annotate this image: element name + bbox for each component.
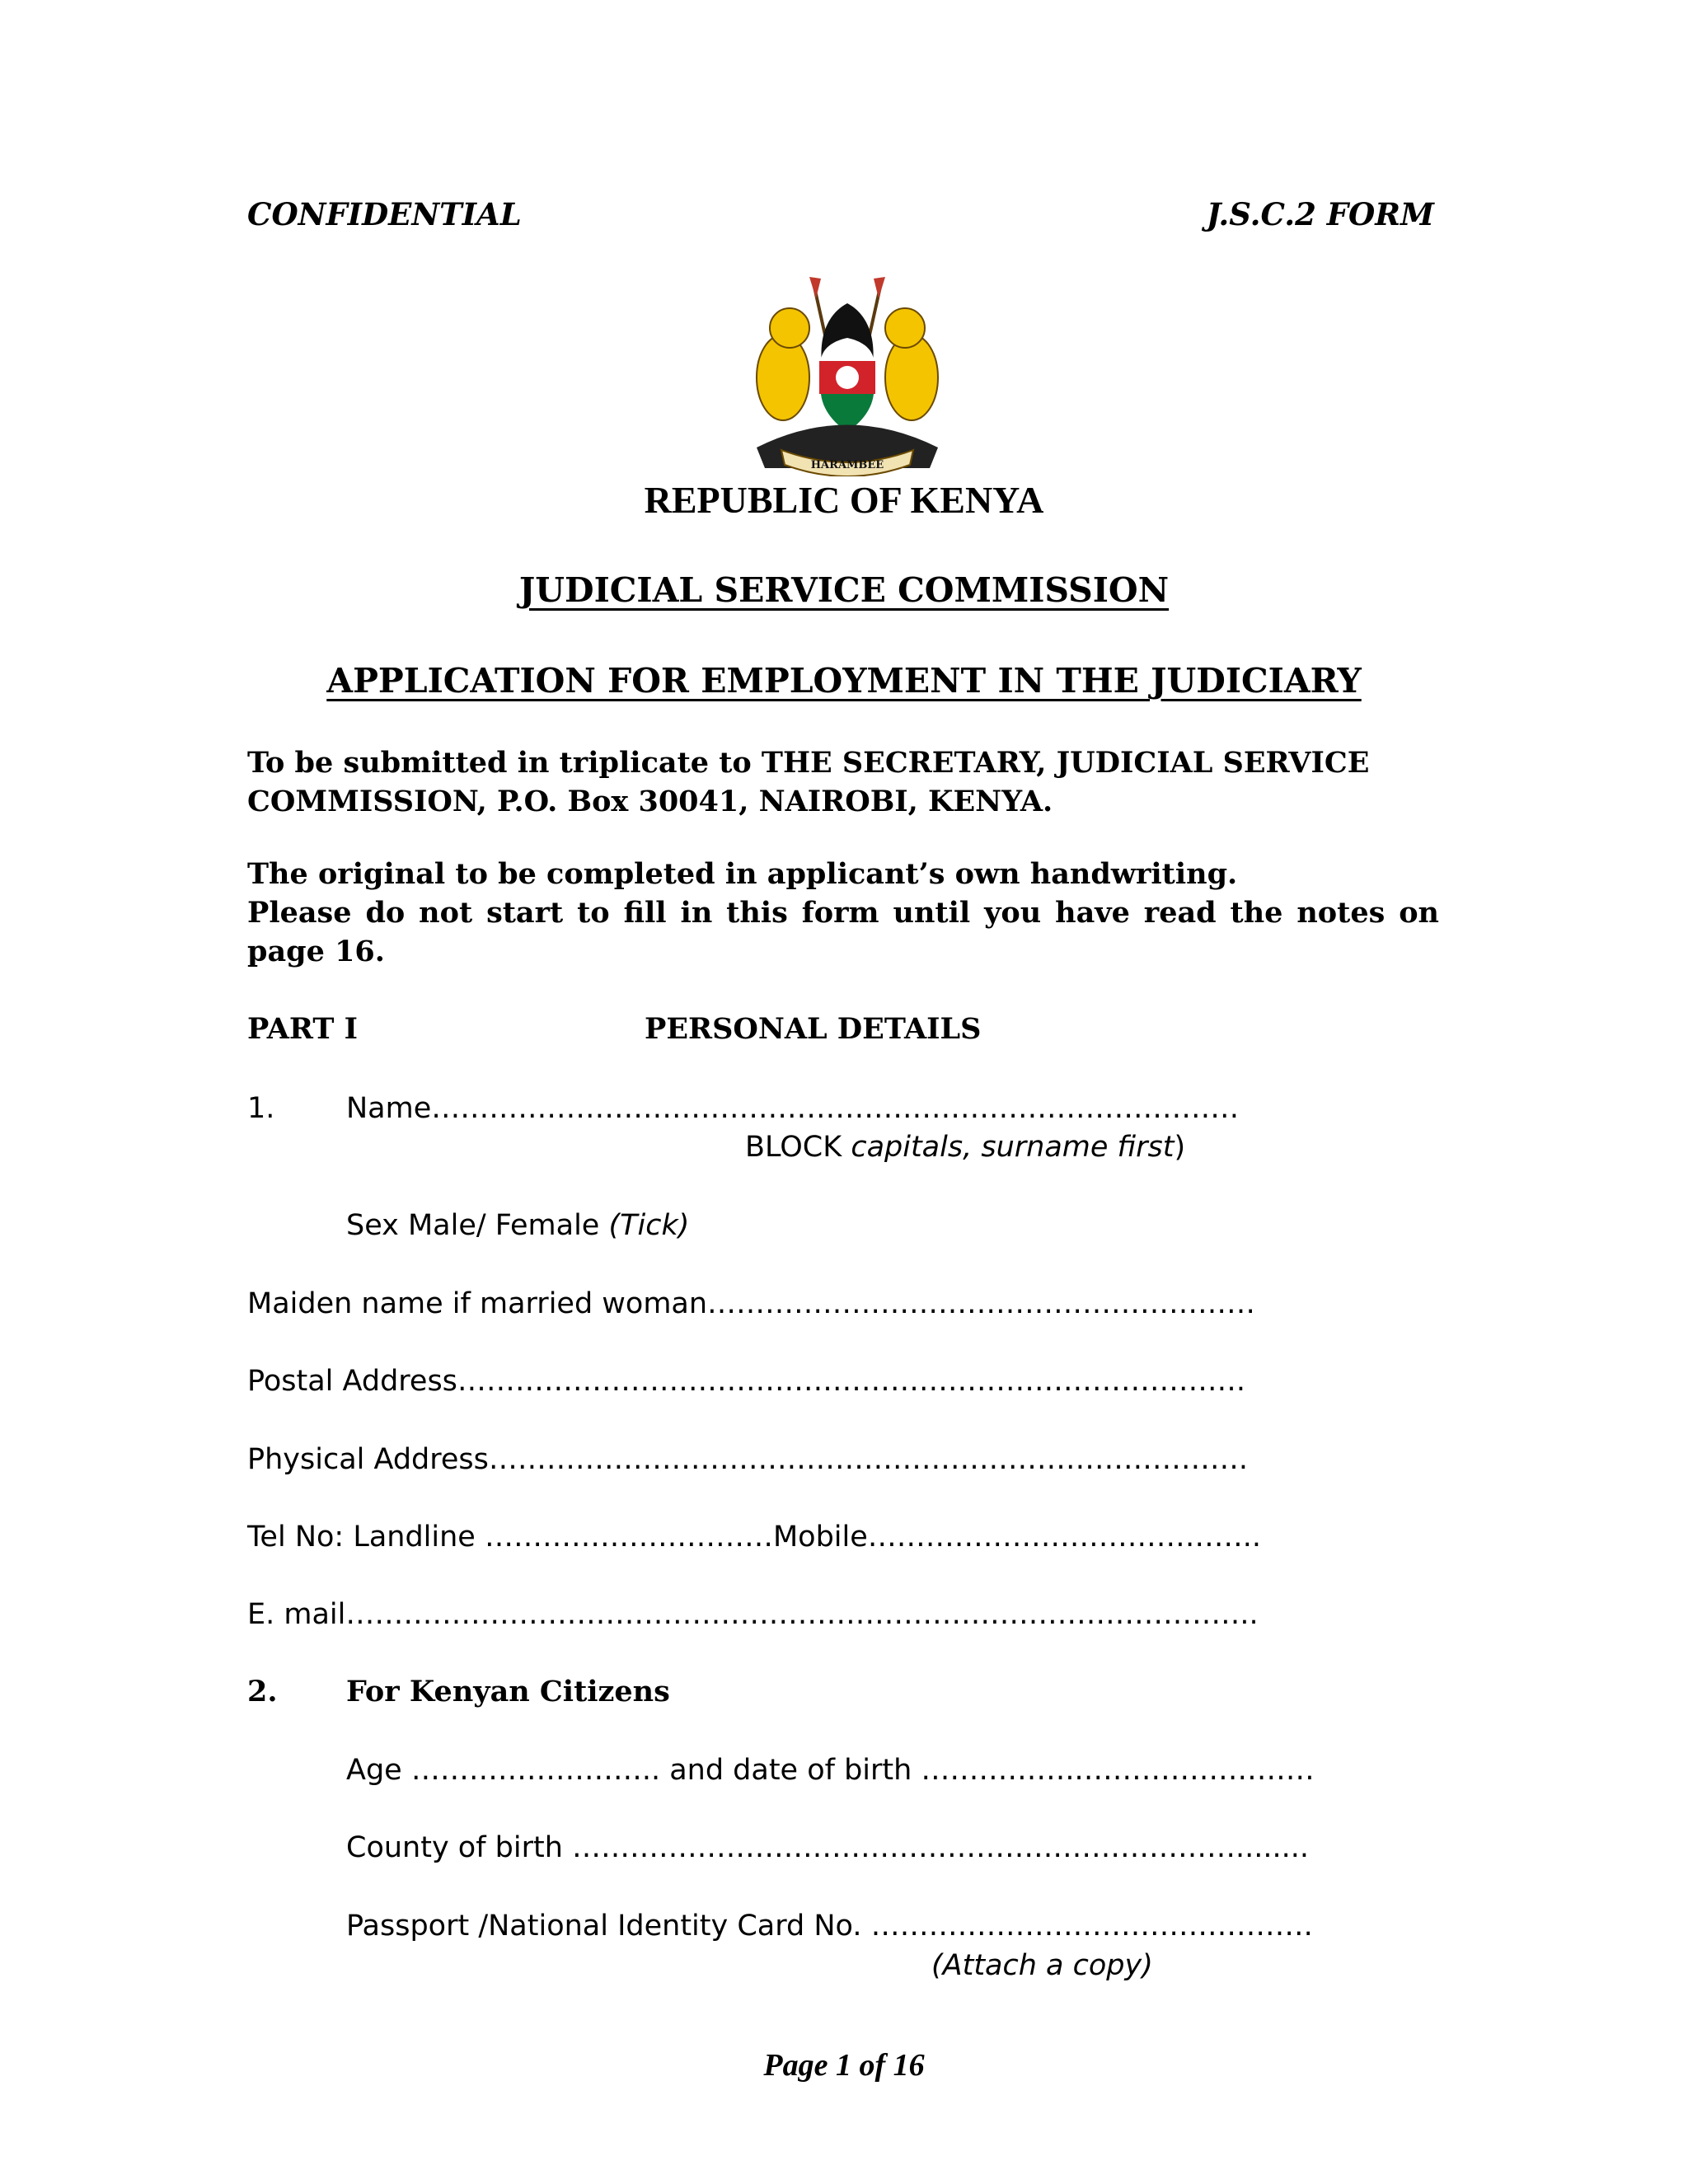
left-spear-head [809,277,821,298]
email-field[interactable]: E. mail………………………………………………………………………………….. [247,1598,1259,1631]
country-title: REPUBLIC OF KENYA [644,479,1044,521]
submission-instruction-line2: COMMISSION, P.O. Box 30041, NAIROBI, KENYA. [247,785,1053,818]
cockerel-icon [836,366,859,389]
telephone-field[interactable]: Tel No: Landline …………………………Mobile………………………………….. [247,1521,1262,1554]
section-2-title: For Kenyan Citizens [346,1675,670,1708]
maiden-name-field[interactable]: Maiden name if married woman………………………………………………… [247,1287,1256,1320]
section-2-number: 2. [247,1675,278,1708]
form-title: APPLICATION FOR EMPLOYMENT IN THE JUDICIARY [326,661,1362,701]
handwriting-instruction: The original to be completed in applicant’s own handwriting. [247,857,1238,891]
county-of-birth-field[interactable]: County of birth ……………………………………………………………........ [346,1831,1310,1864]
postal-address-field[interactable]: Postal Address………………………………………………………………………. [247,1365,1246,1398]
name-field[interactable]: Name………………………………………………………………………… [346,1092,1240,1125]
question-1-number: 1. [247,1092,275,1125]
sex-field[interactable]: Sex Male/ Female (Tick) [346,1209,690,1242]
confidential-label: CONFIDENTIAL [247,196,522,232]
kenya-coat-of-arms-icon [724,270,971,476]
form-code: J.S.C.2 FORM [1206,196,1434,232]
part-label: PART I [247,1012,359,1046]
physical-address-field[interactable]: Physical Address……………………………………………………………………. [247,1443,1249,1476]
id-number-field[interactable]: Passport /National Identity Card No. ………………………………………. [346,1910,1313,1943]
motto-text: HARAMBEE [810,459,884,471]
notes-instruction-line1: Please do not start to fill in this form until you have read the notes on [247,896,1439,930]
submission-instruction-line1: To be submitted in triplicate to THE SECRETARY, JUDICIAL SERVICE [247,746,1370,780]
commission-title: JUDICIAL SERVICE COMMISSION [518,570,1170,610]
page-number: Page 1 of 16 [763,2048,925,2083]
age-dob-field[interactable]: Age …………………….. and date of birth ……………..…………………… [346,1754,1315,1787]
part-title: PERSONAL DETAILS [645,1012,982,1046]
notes-instruction-line2: page 16. [247,935,385,968]
right-spear-head [874,277,885,298]
attach-copy-hint: (Attach a copy) [931,1949,1153,1982]
name-field-hint: BLOCK capitals, surname first) [745,1131,1186,1164]
